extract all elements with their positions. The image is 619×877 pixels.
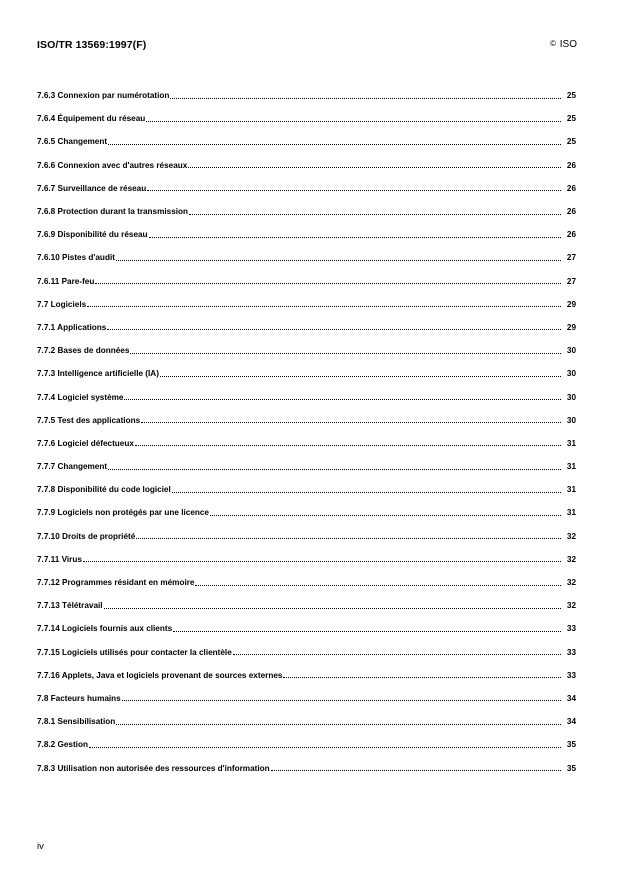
toc-entry[interactable] <box>37 525 576 548</box>
toc-entry-page: 33 <box>566 647 576 657</box>
toc-dot-leader <box>87 300 561 308</box>
toc-entry-page: 29 <box>566 322 576 332</box>
page-number: iv <box>37 841 44 852</box>
toc-dot-leader <box>124 393 561 401</box>
toc-entry-title: 7.6.9 Disponibilité du réseau <box>37 230 148 240</box>
toc-entry-title: 7.6.11 Pare-feu <box>37 276 95 286</box>
toc-entry-page: 35 <box>566 763 576 773</box>
toc-entry[interactable] <box>37 756 576 779</box>
toc-dot-leader <box>170 92 561 100</box>
toc-entry[interactable] <box>37 455 576 478</box>
toc-entry-page: 32 <box>566 554 576 564</box>
toc-dot-leader <box>172 486 561 494</box>
toc-entry[interactable] <box>37 362 576 385</box>
toc-dot-leader <box>141 416 561 424</box>
toc-dot-leader <box>122 694 561 702</box>
toc-entry-page: 32 <box>566 601 576 611</box>
toc-entry-page: 35 <box>566 740 576 750</box>
toc-entry[interactable] <box>37 223 576 246</box>
toc-entry-title: 7.7.7 Changement <box>37 462 108 472</box>
toc-entry-title: 7.7.9 Logiciels non protégés par une licence <box>37 508 209 518</box>
toc-entry-title: 7.8.1 Sensibilisation <box>37 717 116 727</box>
toc-entry-page: 31 <box>566 485 576 495</box>
toc-dot-leader <box>233 648 561 656</box>
toc-entry-page: 31 <box>566 508 576 518</box>
toc-dot-leader <box>149 231 561 239</box>
toc-entry-page: 29 <box>566 299 576 309</box>
toc-dot-leader <box>210 509 561 517</box>
toc-entry-page: 30 <box>566 415 576 425</box>
toc-entry[interactable] <box>37 733 576 756</box>
toc-entry-title: 7.8 Facteurs humains <box>37 693 121 703</box>
toc-entry-page: 26 <box>566 207 576 217</box>
toc-entry-title: 7.6.10 Pistes d'audit <box>37 253 115 263</box>
toc-dot-leader <box>146 115 561 123</box>
toc-entry[interactable] <box>37 177 576 200</box>
toc-dot-leader <box>136 532 561 540</box>
toc-entry-page: 25 <box>566 137 576 147</box>
toc-dot-leader <box>95 277 561 285</box>
toc-entry[interactable] <box>37 154 576 177</box>
toc-entry-page: 27 <box>566 276 576 286</box>
toc-entry-page: 26 <box>566 160 576 170</box>
toc-entry[interactable] <box>37 571 576 594</box>
toc-dot-leader <box>108 463 561 471</box>
toc-entry-title: 7.7.6 Logiciel défectueux <box>37 438 134 448</box>
toc-entry-page: 32 <box>566 578 576 588</box>
toc-entry-title: 7.6.3 Connexion par numérotation <box>37 91 170 101</box>
toc-entry[interactable] <box>37 617 576 640</box>
toc-entry-title: 7.7.12 Programmes résidant en mémoire <box>37 578 195 588</box>
toc-entry-page: 27 <box>566 253 576 263</box>
toc-entry-page: 31 <box>566 462 576 472</box>
toc-entry[interactable] <box>37 710 576 733</box>
toc-entry-page: 25 <box>566 114 576 124</box>
toc-entry-page: 31 <box>566 438 576 448</box>
toc-entry-title: 7.8.3 Utilisation non autorisée des ressources d'information <box>37 763 270 773</box>
toc-entry-page: 34 <box>566 693 576 703</box>
toc-entry-page: 32 <box>566 531 576 541</box>
toc-entry[interactable] <box>37 478 576 501</box>
toc-entry-title: 7.6.7 Surveillance de réseau <box>37 183 147 193</box>
toc-entry-title: 7.7.15 Logiciels utilisés pour contacter la clientèle <box>37 647 232 657</box>
toc-dot-leader <box>173 625 561 633</box>
toc-dot-leader <box>271 764 561 772</box>
toc-dot-leader <box>147 184 561 192</box>
toc-entry[interactable] <box>37 385 576 408</box>
toc-entry[interactable] <box>37 84 576 107</box>
toc-entry-title: 7.7.13 Télétravail <box>37 601 103 611</box>
copyright-icon: © <box>550 39 556 48</box>
toc-entry-title: 7.7.16 Applets, Java et logiciels provenant de sources externes <box>37 670 283 680</box>
toc-dot-leader <box>195 579 561 587</box>
toc-entry-page: 30 <box>566 392 576 402</box>
toc-dot-leader <box>188 161 561 169</box>
toc-dot-leader <box>283 671 561 679</box>
toc-entry-title: 7.6.5 Changement <box>37 137 108 147</box>
toc-entry[interactable] <box>37 664 576 687</box>
toc-entry-title: 7.6.8 Protection durant la transmission <box>37 207 189 217</box>
toc-entry[interactable] <box>37 501 576 524</box>
toc-entry[interactable] <box>37 293 576 316</box>
toc-entry[interactable] <box>37 246 576 269</box>
toc-entry-page: 33 <box>566 670 576 680</box>
toc-entry[interactable] <box>37 316 576 339</box>
toc-entry[interactable] <box>37 432 576 455</box>
toc-dot-leader <box>108 138 561 146</box>
toc-dot-leader <box>107 323 561 331</box>
toc-entry[interactable] <box>37 270 576 293</box>
toc-dot-leader <box>189 208 561 216</box>
toc-entry[interactable] <box>37 548 576 571</box>
toc-entry-title: 7.6.6 Connexion avec d'autres réseaux <box>37 160 188 170</box>
toc-entry-page: 26 <box>566 230 576 240</box>
toc-dot-leader <box>89 741 561 749</box>
toc-entry-title: 7.7 Logiciels <box>37 299 87 309</box>
toc-dot-leader <box>116 718 561 726</box>
toc-entry-title: 7.7.1 Applications <box>37 322 107 332</box>
copyright-notice <box>550 39 577 50</box>
toc-entry-title: 7.7.5 Test des applications <box>37 415 141 425</box>
toc-entry-title: 7.7.14 Logiciels fournis aux clients <box>37 624 173 634</box>
toc-entry-title: 7.7.4 Logiciel système <box>37 392 124 402</box>
toc-entry-title: 7.7.10 Droits de propriété <box>37 531 136 541</box>
toc-entry-title: 7.8.2 Gestion <box>37 740 88 750</box>
document-identifier: ISO/TR 13569:1997(F) <box>37 39 147 51</box>
toc-entry[interactable] <box>37 200 576 223</box>
toc-dot-leader <box>130 347 561 355</box>
toc-entry[interactable] <box>37 339 576 362</box>
toc-dot-leader <box>104 602 561 610</box>
toc-entry-title: 7.7.8 Disponibilité du code logiciel <box>37 485 171 495</box>
table-of-contents <box>37 84 576 780</box>
toc-entry-title: 7.6.4 Équipement du réseau <box>37 114 146 124</box>
toc-entry-page: 26 <box>566 183 576 193</box>
toc-dot-leader <box>160 370 561 378</box>
toc-entry-page: 34 <box>566 717 576 727</box>
toc-entry-title: 7.7.3 Intelligence artificielle (IA) <box>37 369 159 379</box>
toc-dot-leader <box>83 555 561 563</box>
toc-entry-page: 33 <box>566 624 576 634</box>
copyright-owner: ISO <box>559 39 577 50</box>
toc-entry[interactable] <box>37 130 576 153</box>
toc-entry-title: 7.7.2 Bases de données <box>37 346 130 356</box>
toc-entry[interactable] <box>37 409 576 432</box>
toc-entry-title: 7.7.11 Virus <box>37 554 82 564</box>
toc-entry[interactable] <box>37 594 576 617</box>
toc-dot-leader <box>116 254 561 262</box>
toc-entry[interactable] <box>37 107 576 130</box>
toc-entry[interactable] <box>37 641 576 664</box>
toc-dot-leader <box>135 439 561 447</box>
toc-entry-page: 25 <box>566 91 576 101</box>
toc-entry-page: 30 <box>566 369 576 379</box>
toc-entry-page: 30 <box>566 346 576 356</box>
toc-entry[interactable] <box>37 687 576 710</box>
